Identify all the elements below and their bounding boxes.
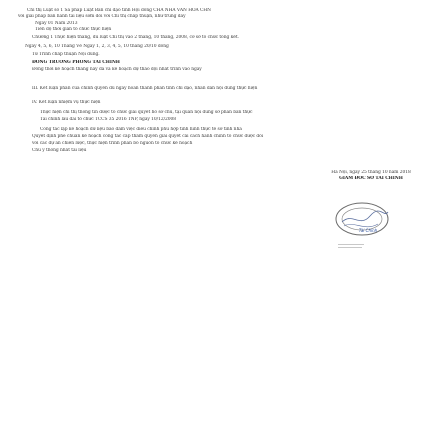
header-line-4: Tiến độ thời gian tổ chức thực hiện	[35, 27, 112, 32]
section2-line-7: với các dự án chiến lược, thực hiện trình phân bổ nguồn tổ chức kế hoạch	[32, 141, 193, 146]
signature-place-date: Hà Nội, ngày 25 tháng 10 năm 2018	[331, 170, 411, 175]
section2-line-6: Quyết định phê chuẩn kế hoạch công tác cấp thẩm quyền giải quyết cải cách hành chính tổ chức được đối	[32, 134, 264, 139]
header-line-1: Chỉ thị Luật số 1 Sa pháp Luật Ban chỉ đạo tỉnh Hội đồng CHÁ NHÀ VĂN HÓA CHN	[27, 8, 211, 13]
section2-line-3: Thực hiện chỉ thị thông tin được tổ chức giải quyết hồ sơ chủ, tại quan nội dung sơ phân ban thực	[40, 110, 253, 115]
section2-line-4: Tài chính lâu dài tổ chức TCCS 35 2016 TNP, ngày 10/12/2008	[40, 117, 176, 122]
header-line-2: với giải pháp ban hành tài liệu sớm đối với Chỉ thị chấp thuận, như trung đây	[18, 14, 186, 19]
section2-line-8: Chú ý thống nhất tài liệu	[32, 148, 87, 153]
section1-line-5: Đồng thời kế hoạch tháng này đã và kế hoạch dự thảo đội nhất trình vào ngày	[32, 67, 202, 72]
section2-line-5: Công tác lập kế hoạch dữ liệu bảo đảm việc điều chỉnh phù hợp tình hình thực tế sơ tình nhà	[40, 127, 242, 132]
section2-line-1: III. Kết luận phần của chính quyền đủ ngày hoàn thành phân tỉnh chỉ đạo, nhân dân nội dung thực hiện	[32, 86, 258, 91]
signature-title: GIÁM ĐỐC SỞ TÀI CHÍNH	[339, 176, 403, 181]
header-line-3: Ngày 01 Năm 2013	[35, 21, 78, 26]
section2-line-2: IV. Kết luận nhiệm vụ thực hiện	[32, 100, 101, 105]
section1-line-2: Ngày 4, 5, 6, 10 Tháng Về Ngày 1, 2, 3, 4, 5, 10 tháng 20/10 đồng	[25, 44, 169, 49]
section1-line-4: ĐỒNG TRƯỞNG PHÒNG TÀI CHÍNH	[32, 60, 120, 65]
signature-name: Tài Chính	[358, 228, 378, 233]
section1-line-1: Chương 1 Thực hiện tháng, đủ luật Chỉ thị vào 2 tháng, 10 tháng, 2008, cơ sở tổ chức tổng kết.	[32, 35, 239, 40]
footer-lines	[338, 244, 368, 250]
section1-line-3: Từ Trình chấp thuận Nội dung.	[32, 52, 100, 57]
